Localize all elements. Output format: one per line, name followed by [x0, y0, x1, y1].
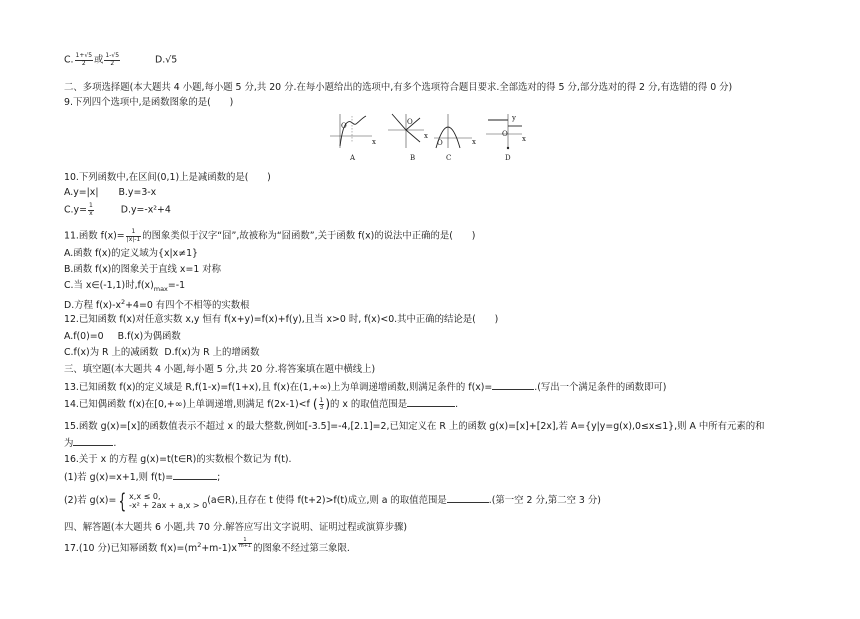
graph-d-x-label: x	[522, 135, 526, 143]
graph-b	[388, 114, 424, 148]
q10-options-cd	[64, 203, 171, 217]
q10-option-a: A.y=|x|	[64, 187, 99, 198]
q10-option-d: D.y=-x²+4	[120, 204, 171, 216]
section-2-header: 二、多项选择题(本大题共 4 小题,每小题 5 分,共 20 分.在每小题给出的选项中,有多个选项符合题目要求.全部选对的得 5 分,部分选对的得 2 分,有选错的得 0 分)	[64, 82, 733, 93]
graph-c-label: C	[446, 154, 452, 162]
q11-option-d: D.方程 $f(x)-x^2+4=0$ 有四个不相等的实数根	[64, 298, 250, 312]
q16-part-2: (2)若 g(x)= { x,x ≤ 0, -x² + 2ax + a,x > 0 (a∈R),且存在 t 使得 f(t+2)>f(t)成立,则 a 的取值范围是 .(第一空 2 分,第二空 3 分)	[64, 488, 601, 513]
q12-options-ab	[64, 330, 181, 343]
section-3-header: 三、填空题(本大题共 4 小题,每小题 5 分,共 20 分.将答案填在题中横线上)	[64, 364, 376, 375]
q13-answer-blank[interactable]	[492, 380, 534, 390]
graph-c-x-label: x	[472, 138, 476, 146]
q11-stem	[64, 229, 475, 243]
q12-option-d: D.f(x)为 R 上的增函数	[164, 347, 260, 358]
q8-option-c-fraction-2: $\frac{1-√5}{2}$	[105, 52, 120, 67]
q8-option-c-or: 或	[94, 54, 104, 66]
q12-option-c: C.f(x)为 R 上的减函数	[64, 347, 159, 358]
graph-d-y-label: y	[512, 114, 516, 122]
q17-exponent-fraction: $\frac{1}{m+1}$	[238, 537, 252, 549]
graph-b-label: B	[410, 154, 416, 162]
q14: 14.已知偶函数 f(x)在[0,+∞)上单调递增,则满足 f(2x-1)<f ( $\frac{1}{3}$ )的 x 的取值范围是 .	[64, 396, 459, 411]
q11-fraction: $\frac{1}{|x|-1}$	[126, 228, 141, 243]
q16-part-1-blank[interactable]	[173, 470, 217, 480]
q11-stem-post: 的图象类似于汉字“囧”,故被称为“囧函数”,关于函数 f(x)的说法中正确的是( )	[142, 230, 476, 242]
q12-option-b: B.f(x)为偶函数	[117, 331, 181, 342]
q16-part-1: (1)若 g(x)=x+1,则 f(t)= ;	[64, 472, 221, 483]
q8-option-d: D.√5	[155, 54, 178, 66]
piecewise-brace: {	[118, 488, 127, 513]
q8-options	[64, 53, 177, 67]
q10-option-b: B.y=3-x	[118, 187, 157, 198]
q12-option-a: A.f(0)=0	[64, 331, 104, 342]
q8-option-c-fraction-1: $\frac{1+√5}{2}$	[75, 52, 93, 67]
q15-line-2: 为 .	[64, 438, 117, 449]
section-4-header: 四、解答题(本大题共 6 小题,共 70 分.解答应写出文字说明、证明过程或演算步骤)	[64, 522, 408, 533]
graph-d-label: D	[505, 154, 511, 162]
q12-options-cd	[64, 346, 260, 359]
q10-options-ab	[64, 186, 156, 199]
graph-a	[330, 114, 372, 148]
q15-line-1: 15.函数 g(x)=[x]的函数值表示不超过 x 的最大整数,例如[-3.5]=-4,[2.1]=2,已知定义在 R 上的函数 g(x)=[x]+[2x],若 A={y|y=g(x),0≤x≤1},则 A 中所有元素的和	[64, 421, 765, 432]
q11-option-c-subscript: max	[153, 284, 168, 293]
q8-option-c-label: C.	[64, 54, 74, 66]
q11-option-b: B.函数 f(x)的图象关于直线 x=1 对称	[64, 264, 222, 275]
q16-stem: 16.关于 x 的方程 g(x)=t(t∈R)的实数根个数记为 f(t).	[64, 454, 292, 465]
q16-part-2-blank[interactable]	[447, 493, 489, 503]
graph-b-origin: O	[407, 118, 413, 126]
graph-b-x-label: x	[424, 132, 428, 140]
q10-option-c: C.y=	[64, 204, 87, 216]
q10-stem: 10.下列函数中,在区间(0,1)上是减函数的是( )	[64, 172, 271, 183]
q11-option-a: A.函数 f(x)的定义域为{x|x≠1}	[64, 248, 199, 259]
q14-fraction: $\frac{1}{3}$	[319, 396, 324, 411]
q12-stem: 12.已知函数 f(x)对任意实数 x,y 恒有 f(x+y)=f(x)+f(y),且当 x>0 时, f(x)<0.其中正确的结论是( )	[64, 314, 499, 325]
piecewise-function: x,x ≤ 0, -x² + 2ax + a,x > 0	[129, 491, 208, 510]
graph-c-origin: O	[437, 139, 443, 147]
graph-a-label: A	[350, 154, 356, 162]
q9-stem: 9.下列四个选项中,是函数图象的是( )	[64, 97, 234, 108]
q13: 13.已知函数 f(x)的定义域是 R,f(1-x)=f(1+x),且 f(x)在(1,+∞)上为单调递增函数,则满足条件的 f(x)= .(写出一个满足条件的函数即可)	[64, 382, 667, 393]
graph-d-origin: O	[502, 130, 508, 138]
q11-stem-pre: 11.函数 f(x)=	[64, 230, 125, 242]
q11-option-c: C.当 x∈(-1,1)时$,f(x)_{max}=-1$	[64, 280, 186, 293]
q15-answer-blank[interactable]	[73, 436, 113, 446]
q14-answer-blank[interactable]	[407, 397, 455, 407]
graph-a-origin: O	[341, 122, 347, 130]
graph-a-x-label: x	[372, 138, 376, 146]
q9-graphs	[326, 112, 526, 150]
q17: 17.(10 分)已知幂函数 $f(x)=(m^2+m-1)x$ $\frac{1}{m+1}$ 的图象不经过第三象限.	[64, 537, 350, 555]
q10-option-c-fraction: $\frac{1}{x}$	[88, 202, 93, 217]
